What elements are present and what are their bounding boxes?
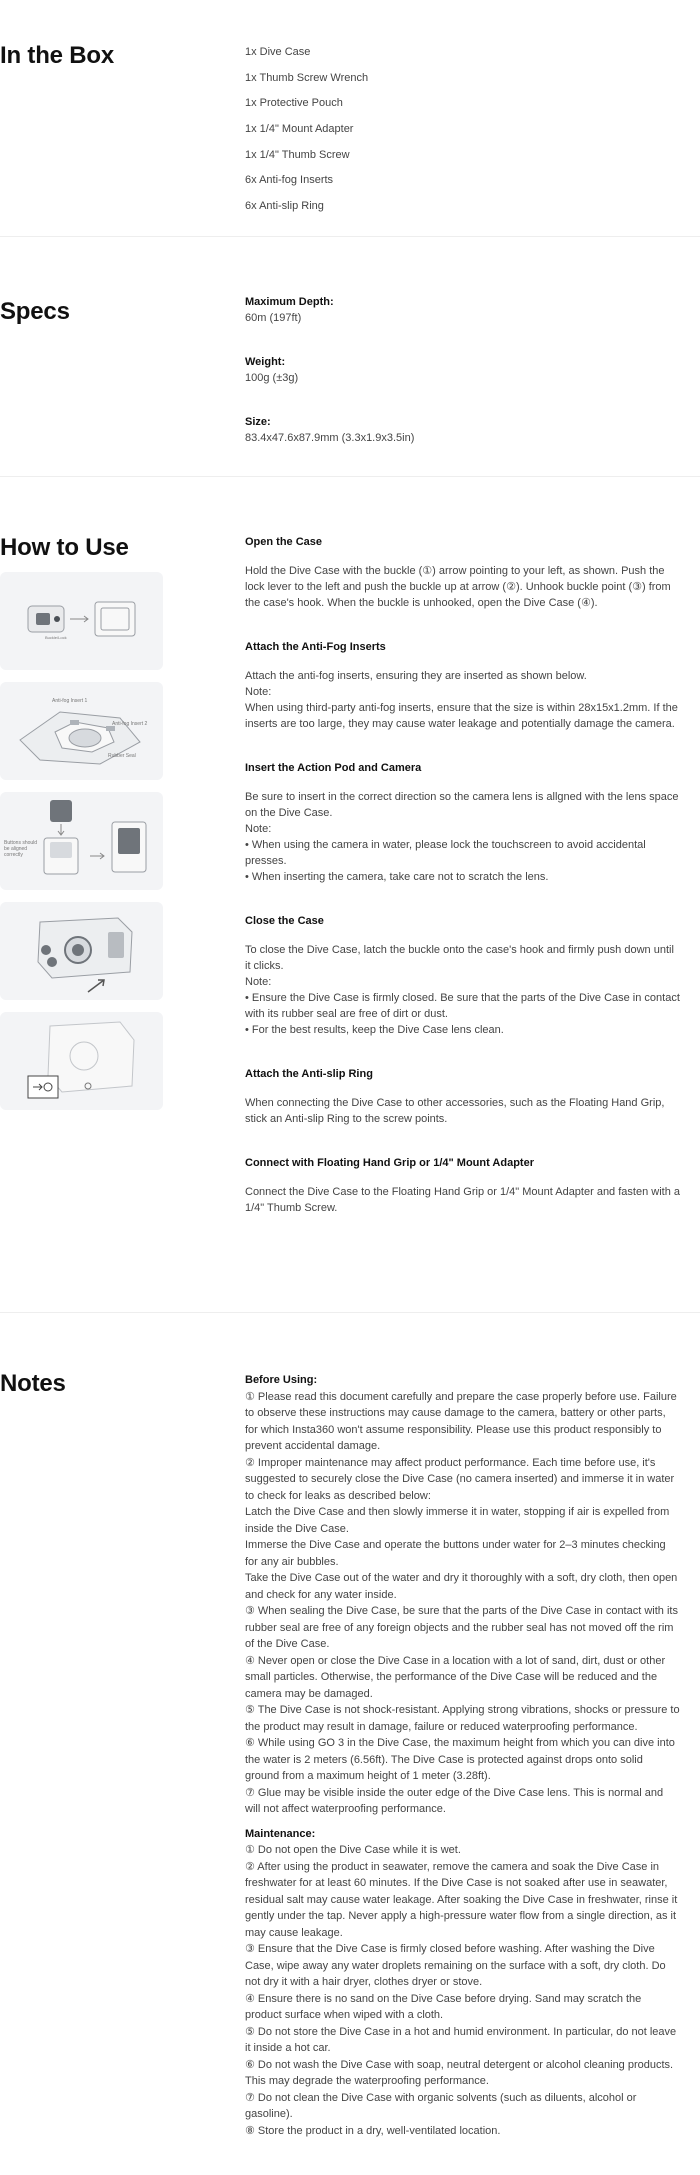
close-case-diagram: [0, 902, 163, 1000]
specs-heading: Specs: [0, 298, 70, 325]
note-text: ⑦ Do not clean the Dive Case with organic solvents (such as diluents, alcohol or gasoline).: [245, 2091, 637, 2120]
step-item: [245, 760, 680, 885]
step-text: Note:: [245, 976, 272, 988]
step-text: Hold the Dive Case with the buckle (①) arrow pointing to your left, as shown. Push the lock lever to the left and push the buckle up at arrow (②). Unhook buckle point (③) from the case's hook. When the buckle is unhooked, open the Dive Case (④).: [245, 565, 671, 609]
spec-value: 60m (197ft): [245, 312, 302, 324]
anti-fog-insert-diagram: [0, 682, 163, 780]
note-text: ② After using the product in seawater, remove the camera and soak the Dive Case in freshwater for at least 60 minutes. If the Dive Case is not soaked after use in seawater, residual salt may cause water leakage. After soaking the Dive Case in freshwater, rinse it gently under the tap. Never apply a high-pressure water flow from a single direction, as it may cause leakage.: [245, 1860, 678, 1939]
step-item: [245, 1155, 680, 1216]
spec-value: 100g (±3g): [245, 372, 299, 384]
note-text: ① Please read this document carefully and prepare the case properly before use. Failure to observe these instructions may cause damage to the camera, battery or other parts, for which Insta360 won't assume responsibility. Please use this product responsibly to prevent accidental damage.: [245, 1390, 677, 1452]
how-to-use-heading: How to Use: [0, 534, 129, 561]
section-divider: [0, 1312, 700, 1313]
note-text: ④ Ensure there is no sand on the Dive Case before drying. Sand may scratch the product surface when wiped with a cloth.: [245, 1992, 642, 2021]
close-case-illustration: [0, 902, 163, 1000]
step-text: • When inserting the camera, take care not to scratch the lens.: [245, 871, 549, 883]
list-item: 1x Protective Pouch: [245, 97, 343, 110]
step-title: Open the Case: [245, 536, 323, 548]
step-text: Be sure to insert in the correct direction so the camera lens is allgned with the lens space on the Dive Case.: [245, 791, 679, 819]
spec-label: Weight:: [245, 356, 286, 368]
maintenance-title: Maintenance:: [245, 1827, 316, 1840]
note-text: ④ Never open or close the Dive Case in a location with a lot of sand, dirt, dust or other small particles. Otherwise, the performance of the Dive Case will be reduced and the camera may be damaged.: [245, 1654, 666, 1700]
list-item: 1x Thumb Screw Wrench: [245, 71, 369, 84]
step-title: Connect with Floating Hand Grip or 1/4" Mount Adapter: [245, 1157, 534, 1169]
step-item: [245, 913, 680, 1038]
anti-fog-illustration: [0, 682, 163, 780]
note-text: ⑥ While using GO 3 in the Dive Case, the maximum height from which you can dive into the water is 2 meters (6.56ft). The Dive Case is protected against drops onto solid ground from a maximum height of 1 meter (3.28ft).: [245, 1737, 675, 1782]
insert-camera-illustration: [0, 792, 163, 890]
step-title: Attach the Anti-slip Ring: [245, 1068, 373, 1080]
illustration-label: Anti-fog Insert 2: [112, 721, 148, 727]
step-title: Close the Case: [245, 915, 324, 927]
step-text: When connecting the Dive Case to other accessories, such as the Floating Hand Grip, stick an Anti-slip Ring to the screw points.: [245, 1097, 665, 1125]
step-title: Attach the Anti-Fog Inserts: [245, 641, 386, 653]
note-text: ⑦ Glue may be visible inside the outer edge of the Dive Case lens. This is normal and will not affect waterproofing performance.: [245, 1786, 664, 1815]
note-text: ③ When sealing the Dive Case, be sure that the parts of the Dive Case in contact with its rubber seal are free of any foreign objects and the rubber seal has not moved off the rim of the Dive Case.: [245, 1605, 678, 1650]
dive-case-open-diagram: [0, 572, 163, 670]
anti-slip-ring-illustration: [0, 1012, 163, 1110]
notes-heading: Notes: [0, 1370, 66, 1397]
step-text: Connect the Dive Case to the Floating Hand Grip or 1/4" Mount Adapter and fasten with a 1/4" Thumb Screw.: [245, 1186, 680, 1214]
step-text: • When using the camera in water, please lock the touchscreen to avoid accidental presses.: [245, 839, 646, 867]
spec-label: Maximum Depth:: [245, 296, 334, 308]
step-item: [245, 534, 680, 611]
specs-list: [245, 294, 680, 474]
note-text: ⑥ Do not wash the Dive Case with soap, neutral detergent or alcohol cleaning products. This may degrade the waterproofing performance.: [245, 2058, 674, 2087]
step-body: [245, 1095, 680, 1127]
list-item: 1x 1/4" Mount Adapter: [245, 123, 354, 136]
note-text: ⑤ Do not store the Dive Case in a hot and humid environment. In particular, do not leave it inside a hot car.: [245, 2025, 677, 2054]
illustration-label: Rubber Seal: [108, 753, 136, 759]
step-text: When using third-party anti-fog inserts, ensure that the size is within 28x15x1.2mm. If the inserts are too large, they may cause water leakage and potentially damage the camera.: [245, 702, 678, 730]
note-text: ⑤ The Dive Case is not shock-resistant. Applying strong vibrations, shocks or pressure to the product may result in damage, failure or reduced waterproofing performance.: [245, 1704, 680, 1733]
note-text: ③ Ensure that the Dive Case is firmly closed before washing. After washing the Dive Case, wipe away any water droplets remaining on the surface with a soft, dry cloth. Do not dry it with a hair dryer, clothes dryer or stove.: [245, 1943, 666, 1988]
anti-slip-ring-diagram: [0, 1012, 163, 1110]
list-item: 6x Anti-slip Ring: [245, 200, 324, 213]
step-text: Note:: [245, 823, 272, 835]
step-text: Attach the anti-fog inserts, ensuring they are inserted as shown below.: [245, 670, 587, 682]
illustration-label: Buckle/Lock: [45, 635, 67, 640]
step-body: [245, 668, 680, 732]
open-case-illustration: [0, 572, 163, 670]
section-divider: [0, 236, 700, 237]
spec-value: 83.4x47.6x87.9mm (3.3x1.9x3.5in): [245, 432, 415, 444]
note-text: ⑧ Store the product in a dry, well-ventilated location.: [245, 2124, 501, 2137]
step-text: • For the best results, keep the Dive Case lens clean.: [245, 1024, 504, 1036]
step-item: [245, 1066, 680, 1127]
note-text: Take the Dive Case out of the water and dry it thoroughly with a soft, dry cloth, then open and check for any water inside.: [245, 1572, 678, 1601]
in-the-box-heading: In the Box: [0, 42, 115, 69]
note-text: ① Do not open the Dive Case while it is wet.: [245, 1844, 461, 1856]
list-item: 1x 1/4" Thumb Screw: [245, 148, 350, 161]
step-text: • Ensure the Dive Case is firmly closed. Be sure that the parts of the Dive Case in contact with its rubber seal are free of dirt or dust.: [245, 992, 680, 1020]
illustration-label: Buttons should be aligned correctly: [4, 840, 38, 858]
list-item: 6x Anti-fog Inserts: [245, 174, 334, 187]
how-to-use-steps: [245, 534, 680, 1244]
spec-item: [245, 354, 680, 386]
insert-camera-diagram: [0, 792, 163, 890]
step-body: [245, 563, 680, 611]
step-text: To close the Dive Case, latch the buckle onto the case's hook and firmly push down until it clicks.: [245, 944, 674, 972]
section-divider: [0, 476, 700, 477]
in-the-box-list: [245, 40, 680, 220]
spec-item: [245, 294, 680, 326]
step-body: [245, 1184, 680, 1216]
step-body: [245, 942, 680, 1038]
note-text: Latch the Dive Case and then slowly immerse it in water, stopping if air is expelled from inside the Dive Case.: [245, 1506, 670, 1535]
notes-body: [245, 1372, 680, 2139]
step-text: Note:: [245, 686, 272, 698]
illustration-label: Anti-fog Insert 1: [52, 698, 88, 704]
spec-item: [245, 414, 680, 446]
step-body: [245, 789, 680, 885]
step-item: [245, 639, 680, 732]
note-text: Immerse the Dive Case and operate the buttons under water for 2–3 minutes checking for any air bubbles.: [245, 1539, 666, 1568]
spec-label: Size:: [245, 416, 271, 428]
before-using-title: Before Using:: [245, 1374, 318, 1386]
list-item: 1x Dive Case: [245, 46, 311, 58]
step-title: Insert the Action Pod and Camera: [245, 762, 422, 774]
note-text: ② Improper maintenance may affect product performance. Each time before use, it's suggested to securely close the Dive Case (no camera inserted) and immerse it in water to check for leaks as described below:: [245, 1456, 675, 1502]
